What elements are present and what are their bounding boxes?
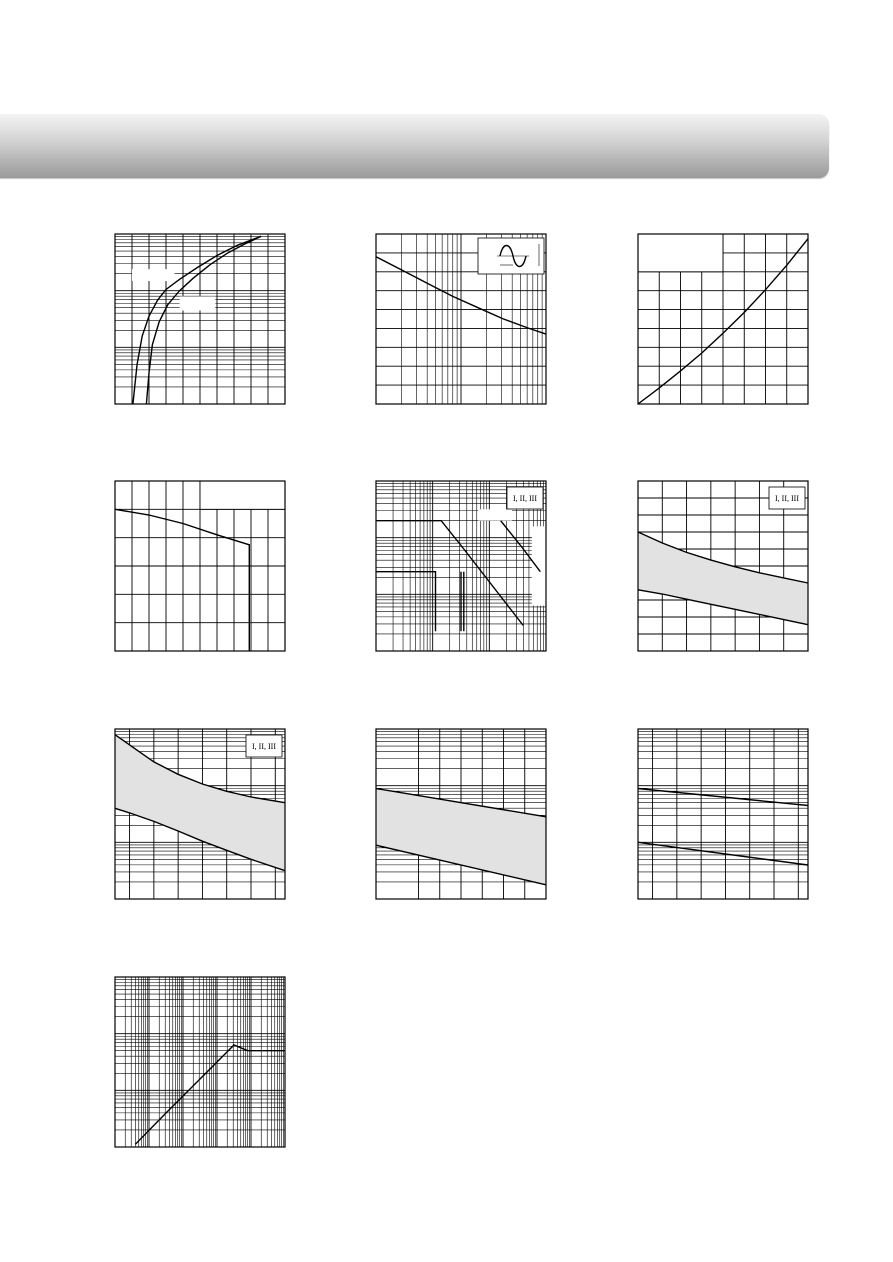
- chart-3: [638, 234, 808, 404]
- header-bar: [0, 114, 829, 178]
- plot-frame: [638, 729, 808, 899]
- label-mask: [180, 296, 216, 310]
- label-mask: [478, 509, 512, 520]
- series-line-1: [115, 509, 249, 651]
- chart-4: [115, 481, 285, 651]
- chart-6: [638, 481, 808, 651]
- chart-1: [115, 234, 285, 404]
- plot-frame: [115, 977, 285, 1147]
- c9-svg: [638, 729, 808, 899]
- series-line-1: [135, 1045, 285, 1144]
- chart-5: [376, 481, 546, 651]
- c10-svg: [115, 977, 285, 1147]
- c5-svg: [376, 481, 546, 651]
- label-mask: [532, 526, 546, 605]
- c4-svg: [115, 481, 285, 651]
- c3-svg: [638, 234, 808, 404]
- chart-7: [115, 729, 285, 899]
- chart-9: [638, 729, 808, 899]
- label-mask: [638, 234, 723, 272]
- c8-svg: [376, 729, 546, 899]
- label-mask: [200, 481, 285, 509]
- chart-2: [376, 234, 546, 404]
- series-line-3: [376, 572, 436, 632]
- label-mask: [132, 269, 175, 281]
- legend-label: I, II, III: [775, 494, 799, 503]
- legend-label: I, II, III: [252, 742, 276, 751]
- chart-10: [115, 977, 285, 1147]
- legend-label: I, II, III: [513, 494, 537, 503]
- c1-svg: [115, 234, 285, 404]
- c2-svg: [376, 234, 546, 404]
- c6-svg: [638, 481, 808, 651]
- c7-svg: [115, 729, 285, 899]
- chart-8: [376, 729, 546, 899]
- series-line-2: [638, 842, 808, 865]
